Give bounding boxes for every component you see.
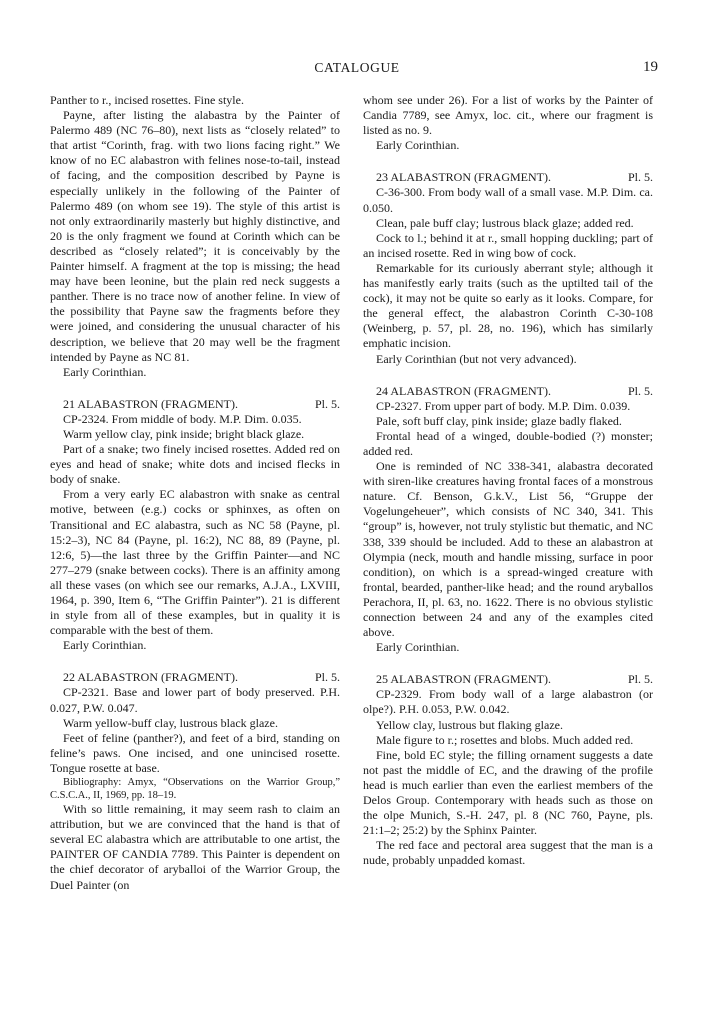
running-title: CATALOGUE	[314, 60, 400, 75]
entry-22-title: 22 ALABASTRON (FRAGMENT).	[63, 670, 239, 685]
entry-23-fabric: Clean, pale buff clay; lustrous black glaze; added red.	[376, 215, 634, 230]
entry-24-date: Early Corinthian.	[376, 640, 460, 655]
entry-21-inventory: CP-2324. From middle of body. M.P. Dim. 0.035.	[63, 411, 302, 426]
entry-24-commentary: One is reminded of NC 338-341, alabastra decorated with siren-like creatures having frontal faces of a monstrous nature. Cf. Benson, G.k.V., List 56, “Gruppe der Vogelungeheuer”, which consists of NC 340, 341. This “group” is, however, not truly stylistic but thematic, and NC 338, 339 should be included. Add to these an alabastron at Olympia (neck, mouth and handle missing, surface in poor condition), on which is a spread-winged creature with frontal, bearded, panther-like head; and the round aryballos Perachora, II, pl. 63, no. 1622. There is no obvious stylistic connection between 24 and any of the examples cited above.	[363, 459, 653, 640]
entry-22-description: Feet of feline (panther?), and feet of a bird, standing on feline’s paws. One incised, and one unincised rosette. Tongue rosette at base.	[50, 730, 340, 775]
entry-25-fabric: Yellow clay, lustrous but flaking glaze.	[376, 717, 563, 732]
entry-23-inventory: C-36-300. From body wall of a small vase. M.P. Dim. ca. 0.050.	[363, 185, 653, 215]
entry-24-plate: Pl. 5.	[627, 383, 653, 398]
page-number: 19	[643, 59, 658, 75]
entry-21-heading	[50, 397, 340, 412]
entry-23-description: Cock to l.; behind it at r., small hopping duckling; part of an incised rosette. Red in wing bow of cock.	[363, 230, 653, 260]
entry-25-commentary: Fine, bold EC style; the filling ornament suggests a date not past the middle of EC, and the drawing of the profile head is much earlier than even the earliest members of the Delos Group. Contemporary with heads such as those on the olpe Munich, S.-H. 247, pl. 8 (NC 760, Payne, pls. 21:1–2; 25:2) by the Sphinx Painter.	[363, 747, 653, 838]
paragraph: Early Corinthian.	[63, 364, 147, 379]
paragraph: Panther to r., incised rosettes. Fine style.	[50, 93, 244, 107]
running-header	[0, 60, 714, 80]
left-column	[50, 93, 340, 893]
entry-24-inventory: CP-2327. From upper part of body. M.P. Dim. 0.039.	[376, 398, 631, 413]
entry-24-description: Frontal head of a winged, double-bodied (?) monster; added red.	[363, 428, 653, 458]
entry-21-plate: Pl. 5.	[314, 396, 340, 411]
paragraph: Early Corinthian.	[376, 138, 460, 153]
entry-25-plate: Pl. 5.	[627, 672, 653, 687]
entry-25-description: Male figure to r.; rosettes and blobs. Much added red.	[376, 732, 634, 747]
right-column	[363, 93, 653, 869]
entry-23-heading	[363, 170, 653, 185]
entry-25-interpretation: The red face and pectoral area suggest that the man is a nude, probably unpadded komast.	[363, 838, 653, 868]
paragraph: whom see under 26). For a list of works by the Painter of Candia 7789, see Amyx, loc. cit., where our fragment is listed as no. 9.	[363, 93, 653, 138]
entry-22-heading	[50, 670, 340, 685]
entry-21-commentary: From a very early EC alabastron with snake as central motive, between (e.g.) cocks or sphinxes, as often on Transitional and EC alabastra, such as NC 58 (Payne, pl. 15:2–3), NC 84 (Payne, pl. 16:2), NC 88, 89 (Payne, pl. 12:6, 5)—the last three by the Griffin Painter—and NC 277–279 (snake between cocks). There is an affinity among all these vases (on which see our remarks, A.J.A., LXVIII, 1964, p. 390, Item 6, “The Griffin Painter”). 21 is different in style from all of these examples, but in quality it is comparable with the best of them.	[50, 487, 340, 638]
entry-25-inventory: CP-2329. From body wall of a large alabastron (or olpe?). P.H. 0.053, P.W. 0.042.	[363, 687, 653, 717]
entry-24-title: 24 ALABASTRON (FRAGMENT).	[376, 383, 552, 398]
entry-23-commentary: Remarkable for its curiously aberrant style; although it has manifestly early traits (such as the uptilted tail of the cock), it may not be quite so early as it looks. Compare, for the general effect, the alabastron Corinth C-30-108 (Weinberg, p. 57, pl. 28, no. 196), which has similarly emphatic incision.	[363, 260, 653, 351]
entry-25-title: 25 ALABASTRON (FRAGMENT).	[376, 672, 552, 687]
entry-24-heading	[363, 384, 653, 399]
entry-22-plate: Pl. 5.	[314, 670, 340, 685]
paragraph: Payne, after listing the alabastra by the Painter of Palermo 489 (NC 76–80), next lists as “closely related” to that artist “Corinth, frag. with two lions facing right.” We know of no EC alabastron with felines nose-to-tail, instead of facing, and the composition described by Payne is especially unlikely in the following of the Painter of Palermo 489 (on whom see 19). The style of this artist is not only extraordinarily masterly but highly distinctive, and 20 is the only fragment we found at Corinth which can be described as “closely related”; it is conceivably by the Painter himself. A fragment at the top is missing; the head may have been leonine, but the plain red neck suggests a panther. There is no trace now of another feline. In view of the possibility that Payne saw the fragments before they were joined, and considering the unusual character of his description, we believe that 20 may well be the fragment intended by Payne as NC 81.	[50, 108, 340, 364]
entry-21-fabric: Warm yellow clay, pink inside; bright black glaze.	[63, 426, 305, 441]
entry-25-heading	[363, 672, 653, 687]
entry-21-description: Part of a snake; two finely incised rosettes. Added red on eyes and head of snake; white dots and incised flecks in body of snake.	[50, 442, 340, 487]
entry-23-date: Early Corinthian (but not very advanced).	[376, 351, 577, 366]
entry-22-commentary: With so little remaining, it may seem rash to claim an attribution, but we are convinced that the hand is that of several EC alabastra which are attributable to one artist, the PAINTER OF CANDIA 7789. This Painter is dependent on the chief decorator of aryballoi of the Warrior Group, the Duel Painter (on	[50, 802, 340, 892]
entry-22-inventory: CP-2321. Base and lower part of body preserved. P.H. 0.027, P.W. 0.047.	[50, 685, 340, 715]
entry-24-fabric: Pale, soft buff clay, pink inside; glaze badly flaked.	[376, 413, 622, 428]
entry-23-plate: Pl. 5.	[627, 170, 653, 185]
entry-23-title: 23 ALABASTRON (FRAGMENT).	[376, 170, 552, 185]
entry-21-title: 21 ALABASTRON (FRAGMENT).	[63, 396, 239, 411]
entry-21-date: Early Corinthian.	[63, 638, 147, 653]
entry-22-fabric: Warm yellow-buff clay, lustrous black glaze.	[63, 715, 278, 730]
entry-22-bibliography: Bibliography: Amyx, “Observations on the Warrior Group,” C.S.C.A., II, 1969, pp. 18–19.	[50, 777, 340, 802]
